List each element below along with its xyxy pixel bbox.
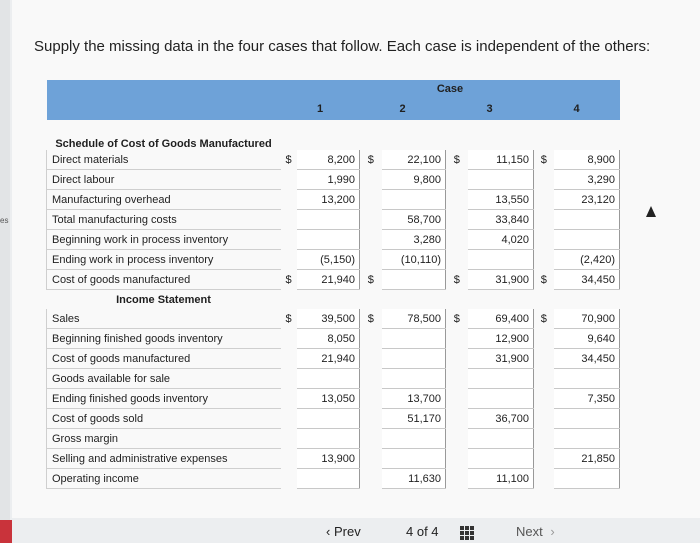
given-value: 11,150 <box>468 150 534 170</box>
currency-sign: $ <box>285 153 292 166</box>
schedule-row <box>47 210 620 230</box>
schedule-row <box>47 270 620 290</box>
case-header-row <box>47 80 620 98</box>
given-value: 8,900 <box>554 150 620 170</box>
given-value: (5,150) <box>297 250 360 270</box>
schedule-label: Manufacturing overhead <box>47 190 281 210</box>
given-value: (2,420) <box>554 250 620 270</box>
currency-sign <box>281 389 297 409</box>
given-value: 12,900 <box>468 329 534 349</box>
currency-sign <box>446 329 468 349</box>
given-value: 8,200 <box>297 150 360 170</box>
currency-sign <box>360 210 382 230</box>
given-value: 13,700 <box>382 389 446 409</box>
income-row <box>47 349 620 369</box>
given-value: 9,800 <box>382 170 446 190</box>
schedule-label: Total manufacturing costs <box>47 210 281 230</box>
answer-input[interactable] <box>554 210 620 230</box>
income-label: Sales <box>47 309 281 329</box>
currency-sign <box>534 250 554 270</box>
currency-sign <box>446 230 468 250</box>
income-row <box>47 369 620 389</box>
header-blank <box>47 80 281 98</box>
currency-sign <box>446 389 468 409</box>
given-value: 36,700 <box>468 409 534 429</box>
schedule-label: Direct materials <box>47 150 281 170</box>
currency-sign: $ <box>285 312 292 325</box>
given-value: 69,400 <box>468 309 534 329</box>
currency-sign <box>446 449 468 469</box>
answer-input[interactable] <box>468 250 534 270</box>
schedule-heading-row <box>47 120 620 150</box>
answer-input[interactable] <box>382 270 446 290</box>
currency-sign <box>281 210 297 230</box>
left-edge-text: es <box>0 216 9 225</box>
currency-sign <box>446 190 468 210</box>
schedule-row <box>47 230 620 250</box>
answer-input[interactable] <box>382 329 446 349</box>
given-value: 21,940 <box>297 270 360 290</box>
schedule-label: Cost of goods manufactured <box>47 270 281 290</box>
answer-input[interactable] <box>468 389 534 409</box>
currency-sign <box>534 409 554 429</box>
income-label: Selling and administrative expenses <box>47 449 281 469</box>
answer-input[interactable] <box>297 210 360 230</box>
schedule-row <box>47 250 620 270</box>
currency-sign <box>360 409 382 429</box>
income-label: Cost of goods manufactured <box>47 349 281 369</box>
case-number-1: 1 <box>281 98 360 120</box>
income-label: Beginning finished goods inventory <box>47 329 281 349</box>
income-label: Operating income <box>47 469 281 489</box>
currency-sign <box>360 389 382 409</box>
given-value: 70,900 <box>554 309 620 329</box>
given-value: 34,450 <box>554 270 620 290</box>
grid-icon[interactable] <box>460 526 474 540</box>
currency-sign: $ <box>367 273 374 286</box>
currency-sign <box>281 170 297 190</box>
currency-sign <box>281 429 297 449</box>
currency-sign <box>446 429 468 449</box>
currency-sign <box>534 469 554 489</box>
currency-sign <box>534 230 554 250</box>
answer-input[interactable] <box>554 469 620 489</box>
chevron-right-icon: › <box>550 524 555 539</box>
case-title: Case <box>281 80 620 98</box>
prev-label: Prev <box>333 524 361 539</box>
red-corner-tab[interactable] <box>0 520 12 543</box>
income-row <box>47 309 620 329</box>
currency-sign <box>534 329 554 349</box>
currency-sign <box>534 429 554 449</box>
currency-sign: $ <box>367 312 374 325</box>
given-value: 11,100 <box>468 469 534 489</box>
cost-of-goods-table <box>46 80 620 489</box>
answer-input[interactable] <box>382 449 446 469</box>
given-value: 21,940 <box>297 349 360 369</box>
currency-sign <box>281 250 297 270</box>
currency-sign <box>446 210 468 230</box>
currency-sign <box>446 170 468 190</box>
currency-sign: $ <box>453 273 460 286</box>
given-value: (10,110) <box>382 250 446 270</box>
answer-input[interactable] <box>382 349 446 369</box>
schedule-row <box>47 190 620 210</box>
answer-input[interactable] <box>382 369 446 389</box>
given-value: 8,050 <box>297 329 360 349</box>
given-value: 4,020 <box>468 230 534 250</box>
given-value: 58,700 <box>382 210 446 230</box>
currency-sign <box>534 210 554 230</box>
income-label: Cost of goods sold <box>47 409 281 429</box>
currency-sign: $ <box>540 153 547 166</box>
currency-sign <box>360 170 382 190</box>
schedule-label: Ending work in process inventory <box>47 250 281 270</box>
currency-sign <box>534 389 554 409</box>
currency-sign: $ <box>453 312 460 325</box>
given-value: 22,100 <box>382 150 446 170</box>
income-label: Gross margin <box>47 429 281 449</box>
income-heading: Income Statement <box>116 293 211 306</box>
answer-input[interactable] <box>554 369 620 389</box>
currency-sign <box>281 329 297 349</box>
answer-input[interactable] <box>468 429 534 449</box>
currency-sign: $ <box>540 312 547 325</box>
given-value: 13,200 <box>297 190 360 210</box>
answer-input[interactable] <box>554 230 620 250</box>
currency-sign <box>534 369 554 389</box>
currency-sign <box>360 369 382 389</box>
mouse-cursor <box>646 206 656 217</box>
currency-sign <box>360 190 382 210</box>
currency-sign: $ <box>285 273 292 286</box>
given-value: 9,640 <box>554 329 620 349</box>
currency-sign <box>360 329 382 349</box>
answer-input[interactable] <box>382 429 446 449</box>
given-value: 13,900 <box>297 449 360 469</box>
currency-sign <box>281 409 297 429</box>
answer-input[interactable] <box>297 369 360 389</box>
income-row <box>47 389 620 409</box>
case-number-row <box>47 98 620 120</box>
given-value: 39,500 <box>297 309 360 329</box>
schedule-row <box>47 150 620 170</box>
given-value: 21,850 <box>554 449 620 469</box>
currency-sign <box>446 349 468 369</box>
currency-sign <box>281 190 297 210</box>
currency-sign <box>281 349 297 369</box>
currency-sign: $ <box>453 153 460 166</box>
given-value: 33,840 <box>468 210 534 230</box>
currency-sign: $ <box>367 153 374 166</box>
currency-sign <box>446 469 468 489</box>
given-value: 78,500 <box>382 309 446 329</box>
given-value: 1,990 <box>297 170 360 190</box>
answer-input[interactable] <box>297 429 360 449</box>
currency-sign <box>281 449 297 469</box>
currency-sign <box>534 190 554 210</box>
prev-button[interactable] <box>326 524 361 539</box>
case-number-4: 4 <box>534 98 620 120</box>
case-number-2: 2 <box>360 98 446 120</box>
given-value: 7,350 <box>554 389 620 409</box>
instruction-text: Supply the missing data in the four cases that follow. Each case is independent of the others: <box>34 38 651 55</box>
currency-sign <box>446 369 468 389</box>
answer-input[interactable] <box>382 190 446 210</box>
answer-input[interactable] <box>468 170 534 190</box>
given-value: 3,280 <box>382 230 446 250</box>
given-value: 13,550 <box>468 190 534 210</box>
schedule-label: Beginning work in process inventory <box>47 230 281 250</box>
income-row <box>47 469 620 489</box>
answer-input[interactable] <box>297 409 360 429</box>
given-value: 31,900 <box>468 349 534 369</box>
currency-sign <box>281 369 297 389</box>
given-value: 31,900 <box>468 270 534 290</box>
currency-sign <box>534 449 554 469</box>
currency-sign <box>534 349 554 369</box>
income-row <box>47 329 620 349</box>
currency-sign <box>360 230 382 250</box>
income-label: Ending finished goods inventory <box>47 389 281 409</box>
answer-input[interactable] <box>297 230 360 250</box>
case-number-3: 3 <box>446 98 534 120</box>
currency-sign <box>446 250 468 270</box>
income-label: Goods available for sale <box>47 369 281 389</box>
answer-input[interactable] <box>297 469 360 489</box>
income-row <box>47 429 620 449</box>
currency-sign <box>281 230 297 250</box>
left-edge-strip <box>0 0 10 543</box>
schedule-heading: Schedule of Cost of Goods Manufactured <box>55 138 272 150</box>
income-heading-row <box>47 290 620 310</box>
given-value: 34,450 <box>554 349 620 369</box>
header-blank <box>47 98 281 120</box>
answer-input[interactable] <box>468 449 534 469</box>
currency-sign <box>360 469 382 489</box>
currency-sign <box>281 469 297 489</box>
given-value: 23,120 <box>554 190 620 210</box>
currency-sign <box>360 429 382 449</box>
given-value: 11,630 <box>382 469 446 489</box>
income-row <box>47 409 620 429</box>
currency-sign <box>360 449 382 469</box>
currency-sign <box>446 409 468 429</box>
answer-input[interactable] <box>554 409 620 429</box>
schedule-row <box>47 170 620 190</box>
currency-sign <box>534 170 554 190</box>
currency-sign <box>360 349 382 369</box>
answer-input[interactable] <box>554 429 620 449</box>
income-row <box>47 449 620 469</box>
next-label: Next <box>516 524 543 539</box>
currency-sign <box>360 250 382 270</box>
schedule-label: Direct labour <box>47 170 281 190</box>
currency-sign: $ <box>540 273 547 286</box>
answer-input[interactable] <box>468 369 534 389</box>
given-value: 3,290 <box>554 170 620 190</box>
given-value: 13,050 <box>297 389 360 409</box>
next-button[interactable] <box>516 524 555 539</box>
chevron-left-icon: ‹ <box>326 524 331 539</box>
given-value: 51,170 <box>382 409 446 429</box>
page-indicator: 4 of 4 <box>406 524 439 539</box>
